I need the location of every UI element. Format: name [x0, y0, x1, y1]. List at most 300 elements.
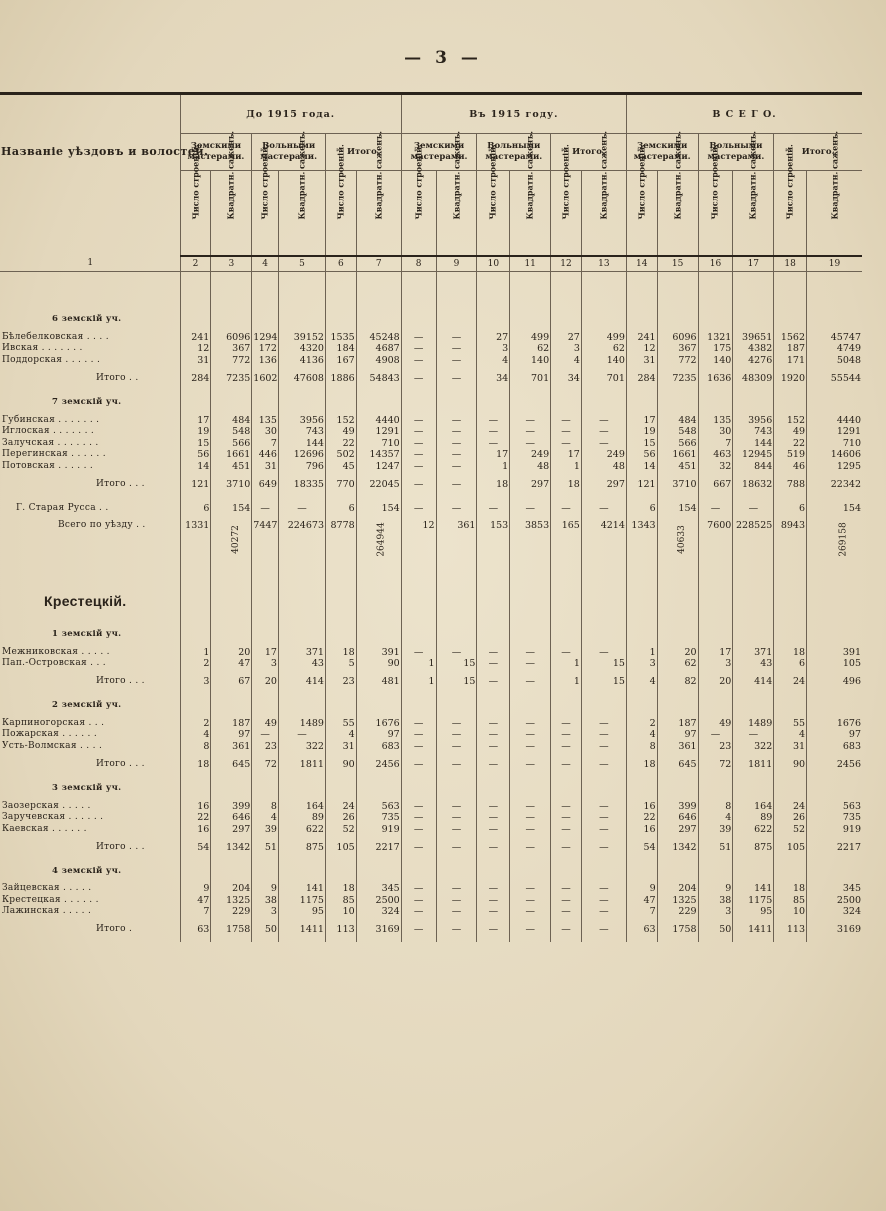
total-row	[0, 669, 862, 693]
table-cell: 39651	[733, 332, 774, 344]
table-cell: 7600	[698, 520, 733, 580]
table-cell: 39152	[278, 332, 325, 344]
table-cell: —	[581, 426, 626, 438]
table-cell: 3	[698, 658, 733, 670]
row-label: Лажинская . . . . .	[2, 906, 92, 917]
column-numbers-row	[0, 256, 862, 272]
table-cell: 3	[477, 343, 510, 355]
table-cell: 204	[211, 883, 252, 895]
row-label: Крестецкая . . . . . .	[2, 894, 99, 905]
table-cell: —	[401, 823, 436, 835]
table-cell: —	[436, 752, 477, 776]
vertical-value: 40633	[676, 525, 687, 555]
table-cell: 12	[401, 520, 436, 580]
table-cell: —	[581, 496, 626, 520]
table-cell: 38	[252, 895, 279, 907]
table-cell: 32	[698, 461, 733, 473]
table-cell: 105	[774, 835, 807, 859]
table-row	[0, 906, 862, 918]
table-cell	[733, 776, 774, 800]
table-cell: 646	[657, 812, 698, 824]
table-row	[0, 883, 862, 895]
column-number: 10	[477, 256, 510, 272]
table-cell: —	[510, 658, 551, 670]
table-cell	[325, 859, 356, 883]
table-cell	[325, 580, 356, 622]
table-cell: —	[581, 823, 626, 835]
table-cell: 8778	[325, 520, 356, 580]
table-cell	[278, 622, 325, 646]
table-cell: —	[510, 812, 551, 824]
table-cell: 152	[774, 414, 807, 426]
table-cell: —	[581, 414, 626, 426]
table-cell: 224673	[278, 520, 325, 580]
table-cell	[436, 859, 477, 883]
table-cell: 55544	[807, 366, 862, 390]
table-cell: 18	[180, 752, 211, 776]
table-cell: 484	[211, 414, 252, 426]
table-cell: 499	[581, 332, 626, 344]
table-cell: 1175	[733, 895, 774, 907]
table-cell	[807, 622, 862, 646]
table-cell: 1247	[356, 461, 401, 473]
table-cell: 47	[626, 895, 657, 907]
row-label: Заручевская . . . . . .	[2, 812, 104, 823]
table-cell: 414	[278, 669, 325, 693]
table-cell: 136	[252, 355, 279, 367]
table-cell: 2217	[356, 835, 401, 859]
table-cell: 135	[252, 414, 279, 426]
section-row	[0, 776, 862, 800]
table-cell: —	[581, 437, 626, 449]
uezd-row	[0, 580, 862, 622]
table-cell	[657, 859, 698, 883]
total-row	[0, 472, 862, 496]
table-cell: —	[252, 729, 279, 741]
table-cell: —	[436, 835, 477, 859]
table-cell	[774, 622, 807, 646]
table-cell	[356, 859, 401, 883]
table-cell: —	[436, 355, 477, 367]
table-cell: 1	[477, 461, 510, 473]
table-cell	[211, 622, 252, 646]
table-cell: —	[477, 496, 510, 520]
table-cell: 1343	[626, 520, 657, 580]
table-cell: —	[477, 895, 510, 907]
table-cell: 24	[774, 669, 807, 693]
table-row	[0, 343, 862, 355]
table-cell: 97	[356, 729, 401, 741]
table-cell: 89	[278, 812, 325, 824]
table-cell: —	[401, 895, 436, 907]
column-header-label: Квадратн. саженъ.	[747, 130, 758, 219]
table-cell	[551, 693, 582, 717]
table-cell: 23	[252, 741, 279, 753]
table-cell: 18	[626, 752, 657, 776]
table-cell: 2500	[356, 895, 401, 907]
table-cell: 24	[325, 800, 356, 812]
table-cell	[356, 776, 401, 800]
table-cell: 54	[180, 835, 211, 859]
table-cell	[180, 776, 211, 800]
table-cell: 463	[698, 449, 733, 461]
total-row	[0, 366, 862, 390]
table-cell	[211, 520, 252, 580]
table-cell: 17	[180, 414, 211, 426]
column-header-label: Квадратн. саженъ.	[672, 130, 683, 219]
table-cell: 31	[180, 355, 211, 367]
table-cell: 4214	[581, 520, 626, 580]
table-cell: 1325	[211, 895, 252, 907]
table-cell: 20	[211, 646, 252, 658]
table-cell: —	[401, 883, 436, 895]
table-cell: 772	[657, 355, 698, 367]
table-cell: 15	[581, 658, 626, 670]
table-cell: 8	[626, 741, 657, 753]
table-cell: 14	[180, 461, 211, 473]
table-cell: —	[551, 800, 582, 812]
table-cell: —	[436, 332, 477, 344]
table-cell: 4276	[733, 355, 774, 367]
column-header-count	[698, 143, 733, 257]
table-cell: 284	[180, 366, 211, 390]
table-cell: 63	[180, 918, 211, 942]
table-cell: —	[401, 366, 436, 390]
table-cell: 9	[698, 883, 733, 895]
column-header-label: Число строеній.	[487, 143, 498, 219]
table-cell: —	[401, 717, 436, 729]
table-cell	[401, 390, 436, 414]
row-label: Иглоская . . . . . . .	[2, 426, 95, 437]
table-cell: 18	[325, 883, 356, 895]
table-cell: 502	[325, 449, 356, 461]
table-cell	[180, 390, 211, 414]
table-cell: 39	[252, 823, 279, 835]
table-cell	[252, 580, 279, 622]
table-cell: 164	[278, 800, 325, 812]
row-label: Поддорская . . . . . .	[2, 354, 101, 365]
table-cell: 4	[252, 812, 279, 824]
table-cell: 481	[356, 669, 401, 693]
column-number: 1	[0, 256, 180, 272]
table-cell: 4	[180, 729, 211, 741]
table-cell: 144	[733, 437, 774, 449]
table-cell: 30	[252, 426, 279, 438]
table-cell: 667	[698, 472, 733, 496]
table-cell	[774, 859, 807, 883]
table-cell: 19	[626, 426, 657, 438]
table-cell	[477, 859, 510, 883]
table-cell	[510, 622, 551, 646]
table-cell: —	[477, 835, 510, 859]
table-cell: 39	[698, 823, 733, 835]
table-cell: 16	[180, 800, 211, 812]
table-cell	[252, 390, 279, 414]
table-cell: 9	[180, 883, 211, 895]
table-cell: —	[510, 906, 551, 918]
table-cell	[807, 272, 862, 308]
table-cell: —	[510, 752, 551, 776]
subgroup-header: Итого.	[325, 134, 401, 171]
table-cell	[551, 580, 582, 622]
table-cell: —	[510, 883, 551, 895]
table-cell: —	[551, 835, 582, 859]
table-cell: 4	[698, 812, 733, 824]
table-cell: 47	[211, 658, 252, 670]
table-cell: 4382	[733, 343, 774, 355]
table-cell	[356, 272, 401, 308]
table-cell	[401, 859, 436, 883]
table-cell	[356, 693, 401, 717]
table-cell: —	[436, 906, 477, 918]
table-cell: 7235	[657, 366, 698, 390]
table-cell: 3169	[807, 918, 862, 942]
table-cell	[211, 308, 252, 332]
column-header-label: Квадратн. саженъ.	[373, 130, 384, 219]
table-cell: 14357	[356, 449, 401, 461]
table-cell: —	[278, 496, 325, 520]
table-cell: 5048	[807, 355, 862, 367]
column-header-count	[551, 143, 582, 257]
table-cell: 18	[325, 646, 356, 658]
table-row	[0, 717, 862, 729]
row-label: Перегинская . . . . . .	[2, 449, 106, 460]
table-row	[0, 437, 862, 449]
table-cell: 97	[657, 729, 698, 741]
table-cell	[774, 272, 807, 308]
table-cell: 3	[626, 658, 657, 670]
section-row	[0, 308, 862, 332]
table-cell	[510, 308, 551, 332]
table-cell: 8943	[774, 520, 807, 580]
table-cell	[477, 308, 510, 332]
table-cell: 9	[252, 883, 279, 895]
table-cell: 154	[657, 496, 698, 520]
table-cell	[581, 693, 626, 717]
table-cell: —	[551, 646, 582, 658]
table-cell: —	[551, 741, 582, 753]
table-cell	[325, 272, 356, 308]
table-cell: 23	[698, 741, 733, 753]
table-cell: —	[510, 414, 551, 426]
table-cell: 875	[733, 835, 774, 859]
table-cell: 20	[698, 669, 733, 693]
table-cell: —	[477, 426, 510, 438]
table-cell: 345	[356, 883, 401, 895]
table-cell: —	[436, 918, 477, 942]
table-cell: 187	[774, 343, 807, 355]
table-cell: 3	[252, 658, 279, 670]
table-cell: —	[477, 918, 510, 942]
table-cell	[774, 693, 807, 717]
subgroup-header: Земскими мастерами.	[401, 134, 477, 171]
table-cell: —	[477, 646, 510, 658]
table-cell: 1676	[356, 717, 401, 729]
column-number: 19	[807, 256, 862, 272]
table-cell: —	[477, 752, 510, 776]
table-row	[0, 426, 862, 438]
table-cell: 187	[211, 717, 252, 729]
table-cell: 7	[180, 906, 211, 918]
table-cell	[551, 272, 582, 308]
table-cell: 175	[698, 343, 733, 355]
row-label: 1 земскій уч.	[52, 628, 122, 639]
table-cell: —	[581, 812, 626, 824]
table-cell: —	[401, 472, 436, 496]
table-cell: —	[436, 414, 477, 426]
blank-row	[0, 272, 862, 308]
table-cell: 399	[211, 800, 252, 812]
table-cell: 48309	[733, 366, 774, 390]
table-cell: 56	[180, 449, 211, 461]
table-cell: 446	[252, 449, 279, 461]
table-cell: 90	[774, 752, 807, 776]
table-cell: —	[477, 669, 510, 693]
table-cell: 121	[626, 472, 657, 496]
section-row	[0, 390, 862, 414]
table-cell: 49	[698, 717, 733, 729]
row-label: Усть-Волмская . . . .	[2, 740, 103, 751]
table-cell: —	[436, 437, 477, 449]
table-cell: —	[551, 812, 582, 824]
table-cell: 4440	[356, 414, 401, 426]
table-row	[0, 812, 862, 824]
table-cell	[581, 272, 626, 308]
table-cell: 1294	[253, 331, 278, 343]
table-cell: 72	[698, 752, 733, 776]
table-cell: —	[510, 741, 551, 753]
table-cell: 1	[551, 461, 582, 473]
row-label: Зайцевская . . . . .	[2, 883, 92, 894]
table-cell: —	[551, 823, 582, 835]
table-cell: 1291	[356, 426, 401, 438]
table-cell: —	[477, 729, 510, 741]
table-cell: 367	[657, 343, 698, 355]
table-cell: —	[510, 835, 551, 859]
table-cell: 85	[325, 895, 356, 907]
table-cell: 1758	[211, 918, 252, 942]
column-header-label: Число строеній.	[636, 143, 647, 219]
period-header-total: В С Е Г О.	[626, 94, 862, 134]
table-cell: —	[698, 729, 733, 741]
table-cell	[698, 308, 733, 332]
table-cell: 26	[325, 812, 356, 824]
table-cell: —	[510, 918, 551, 942]
table-cell: —	[477, 414, 510, 426]
column-header-count	[401, 143, 436, 257]
table-cell: 10	[774, 906, 807, 918]
vertical-value: 269158	[838, 522, 849, 557]
table-cell	[657, 390, 698, 414]
table-cell: 171	[774, 355, 807, 367]
table-cell: 22342	[807, 472, 862, 496]
table-cell: 187	[657, 717, 698, 729]
table-cell	[733, 693, 774, 717]
table-cell: 3956	[733, 414, 774, 426]
column-number: 14	[626, 256, 657, 272]
table-cell: 2456	[356, 752, 401, 776]
subgroup-header: Вольными мастерами.	[698, 134, 774, 171]
table-cell: —	[551, 496, 582, 520]
table-cell	[698, 693, 733, 717]
table-cell: 875	[278, 835, 325, 859]
table-cell	[252, 859, 279, 883]
table-cell: 43	[733, 658, 774, 670]
table-cell: —	[436, 717, 477, 729]
table-cell: 4	[325, 729, 356, 741]
column-number: 4	[252, 256, 279, 272]
table-cell: 34	[551, 366, 582, 390]
table-cell	[436, 272, 477, 308]
table-cell: —	[401, 800, 436, 812]
table-cell	[733, 272, 774, 308]
table-cell: —	[551, 918, 582, 942]
table-cell: 3853	[510, 520, 551, 580]
table-cell: 361	[657, 741, 698, 753]
table-cell: 2	[626, 717, 657, 729]
table-cell	[436, 622, 477, 646]
table-cell	[581, 580, 626, 622]
row-label: Пожарская . . . . . .	[2, 729, 98, 740]
total-row	[0, 496, 862, 520]
table-cell	[626, 272, 657, 308]
table-cell	[278, 390, 325, 414]
table-cell: 1	[626, 646, 657, 658]
table-row	[0, 658, 862, 670]
table-cell: 4	[626, 669, 657, 693]
column-header-count	[325, 143, 356, 257]
table-cell	[180, 622, 211, 646]
table-cell: 51	[698, 835, 733, 859]
row-label: Межниковская . . . . .	[2, 646, 110, 657]
vertical-value: 40272	[230, 525, 241, 555]
section-row	[0, 693, 862, 717]
table-cell: 1811	[733, 752, 774, 776]
table-cell	[401, 272, 436, 308]
table-cell: 172	[252, 343, 279, 355]
table-cell: 4	[774, 729, 807, 741]
table-cell: 82	[657, 669, 698, 693]
row-label: Всего по уѣзду . .	[58, 520, 146, 531]
column-number: 8	[401, 256, 436, 272]
table-cell	[252, 308, 279, 332]
period-header-before-1915: До 1915 года.	[180, 94, 401, 134]
column-header-label: Квадратн. саженъ.	[524, 130, 535, 219]
table-cell: 3	[180, 669, 211, 693]
table-cell	[356, 308, 401, 332]
table-cell	[510, 859, 551, 883]
table-cell: 2456	[807, 752, 862, 776]
row-label: Каевская . . . . . .	[2, 823, 87, 834]
table-cell: 52	[774, 823, 807, 835]
table-cell: 645	[211, 752, 252, 776]
table-cell: 743	[733, 426, 774, 438]
table-cell: 297	[581, 472, 626, 496]
table-cell: 391	[356, 646, 401, 658]
table-cell: 1489	[278, 717, 325, 729]
column-header-label: Квадратн. саженъ.	[225, 130, 236, 219]
table-cell: 1636	[698, 366, 733, 390]
column-header-label: Квадратн. саженъ.	[296, 130, 307, 219]
table-cell: 31	[325, 741, 356, 753]
table-cell: 12	[180, 343, 211, 355]
table-cell: —	[401, 414, 436, 426]
table-cell: 45248	[356, 332, 401, 344]
table-cell: 228525	[733, 520, 774, 580]
table-cell: 371	[278, 646, 325, 658]
column-number: 15	[657, 256, 698, 272]
table-cell	[180, 859, 211, 883]
